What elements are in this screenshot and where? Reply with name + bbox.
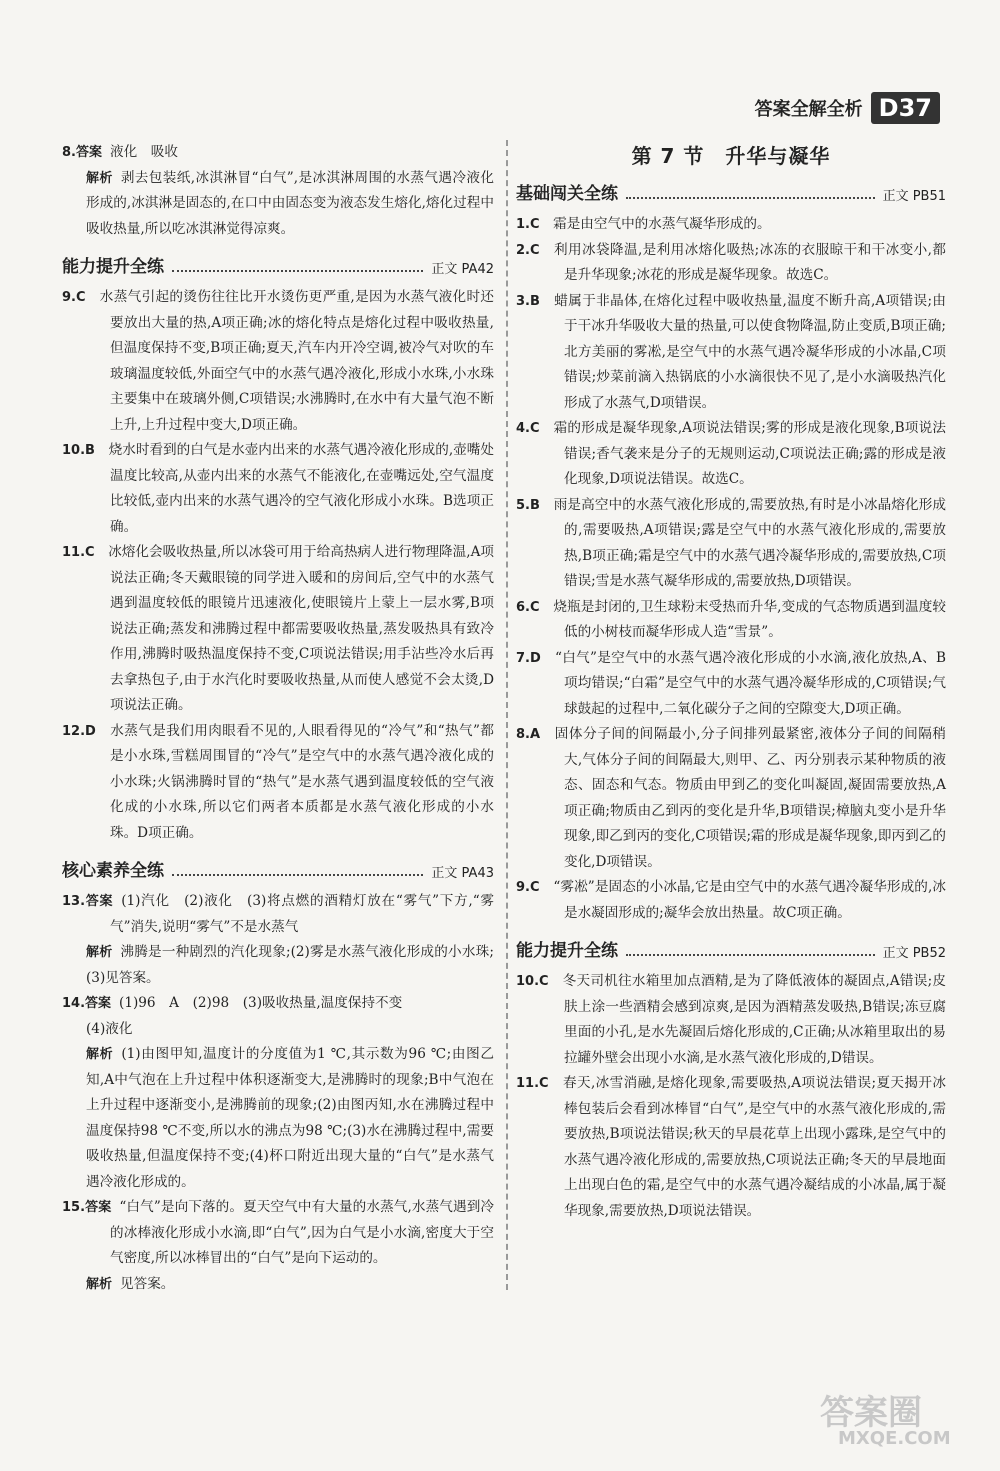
answer-item: 7.D “白气”是空气中的水蒸气遇冷液化形成的小水滴,液化放热,A、B项均错误;“白霜”是空气中的水蒸气遇冷凝华形成的,C项错误;气球鼓起的过程中,二氧化碳分子之间的空隙变大,D项正确。 [516, 649, 946, 717]
answer-item: 4.C 霜的形成是凝华现象,A项说法错误;雾的形成是液化现象,B项说法错误;香气袭来是分子的无规则运动,C项说法正确;露的形成是液化现象,D项说法错误。故选C。 [516, 420, 947, 487]
page-header [755, 92, 940, 124]
answer-item: 13.答案 (1)汽化 (2)液化 (3)将点燃的酒精灯放在“雾气”下方,“雾气”消失,说明“雾气”不是水蒸气 [62, 893, 495, 935]
left-column [62, 140, 494, 1297]
answer-item: 8.答案 液化 吸收 [62, 144, 178, 160]
analysis-item: 解析 剥去包装纸,冰淇淋冒“白气”,是冰淇淋周围的水蒸气遇冷液化形成的,冰淇淋是固态的,在口中由固态变为液态发生熔化,熔化过程中吸收热量,所以吃冰淇淋觉得凉爽。 [86, 169, 494, 237]
answer-item: 9.C “雾凇”是固态的小冰晶,它是由空气中的水蒸气遇冷凝华形成的,冰是水凝固形成的;凝华会放出热量。故C项正确。 [516, 879, 947, 921]
answer-item: 14.答案 (1)96 A (2)98 (3)吸收热量,温度保持不变 [62, 995, 403, 1011]
answer-item: 15.答案 “白气”是向下落的。夏天空气中有大量的水蒸气,水蒸气遇到冷的冰棒液化形成小水滴,即“白气”,因为白气是小水滴,密度大于空气密度,所以冰棒冒出的“白气”是向下运动的。 [62, 1199, 495, 1266]
section-header: 基础闯关全练 正文 PB51 [516, 184, 946, 204]
analysis-item: 解析 (1)由图甲知,温度计的分度值为1 ℃,其示数为96 ℃;由图乙知,A中气泡在上升过程中体积逐渐变大,是沸腾时的现象;B中气泡在上升过程中逐渐变小,是沸腾前的现象;(2)由图丙知,水在沸腾过程中温度保持98 ℃不变,所以水的沸点为98 ℃;(3)水在沸腾过程中,需要吸收热量,但温度保持不变;(4)杯口附近出现大量的“白气”是水蒸气遇冷液化形成的。 [86, 1046, 494, 1190]
section-header: 能力提升全练 正文 PA42 [62, 257, 494, 277]
header-label: 答案全解全析 [754, 99, 863, 120]
answer-item: 3.B 蜡属于非晶体,在熔化过程中吸收热量,温度不断升高,A项错误;由于干冰升华吸收大量的热量,可以使食物降温,防止变质,B项正确;北方美丽的雾凇,是空气中的水蒸气遇冷凝华形成的小冰晶,C项错误;炒菜前滴入热锅底的小水滴很快不见了,是小水滴吸热汽化形成了水蒸气,D项错误。 [516, 292, 947, 411]
answer-item: 6.C 烧瓶是封闭的,卫生球粉末受热而升华,变成的气态物质遇到温度较低的小树枝而凝华形成人造“雪景”。 [516, 598, 947, 640]
page-number-badge: D37 [871, 92, 940, 124]
analysis-item: 解析 见答案。 [86, 1275, 175, 1292]
answer-item: 11.C 春天,冰雪消融,是熔化现象,需要吸热,A项说法错误;夏天揭开冰棒包装后会看到冰棒冒“白气”,是空气中的水蒸气液化形成的,需要放热,B项说法错误;秋天的早晨花草上出现小露珠,是空气中的水蒸气遇冷液化形成的,需要放热,C项说法正确;冬天的早晨地面上出现白色的霜,是空气中的水蒸气遇冷凝结成的小冰晶,属于凝华现象,需要放热,D项说法错误。 [516, 1075, 946, 1219]
watermark-url: MXQE.COM [838, 1428, 951, 1449]
answer-item: 10.B 烧水时看到的白气是水壶内出来的水蒸气遇冷液化形成的,壶嘴处温度比较高,从壶内出来的水蒸气不能液化,在壶嘴远处,空气温度比较低,壶内出来的水蒸气遇冷的空气液化形成小水珠。B选项正确。 [62, 442, 495, 535]
chapter-title: 第 7 节 升华与凝华 [631, 144, 831, 168]
answer-item: 5.B 雨是高空中的水蒸气液化形成的,需要放热,有时是小冰晶熔化形成的,需要吸热,A项错误;露是空气中的水蒸气液化形成的,需要放热,B项正确;霜是空气中的水蒸气遇冷凝华形成的,需要放热,C项错误;雪是水蒸气凝华形成的,需要放热,D项错误。 [516, 496, 947, 589]
section-header: 核心素养全练 正文 PA43 [62, 861, 494, 881]
answer-item: 9.C 水蒸气引起的烫伤往往比开水烫伤更严重,是因为水蒸气液化时还要放出大量的热,A项正确;冰的熔化特点是熔化过程中吸收热量,但温度保持不变,B项正确;夏天,汽车内开冷空调,被冷气对吹的车玻璃温度较低,外面空气中的水蒸气遇冷液化,形成小水珠,小水珠主要集中在玻璃外侧,C项错误;水沸腾时,在水中有大量气泡不断上升,上升过程中变大,D项正确。 [62, 289, 495, 433]
answer-item: 8.A 固体分子间的间隔最小,分子间排列最紧密,液体分子间的间隔稍大,气体分子间的间隔最大,则甲、乙、丙分别表示某种物质的液态、固态和气态。物质由甲到乙的变化叫凝固,凝固需要放热,A项正确;物质由乙到丙的变化是升华,B项错误;樟脑丸变小是升华现象,即乙到丙的变化,C项错误;霜的形成是凝华现象,即丙到乙的变化,D项错误。 [516, 726, 947, 870]
answer-item: 11.C 冰熔化会吸收热量,所以冰袋可用于给高热病人进行物理降温,A项说法正确;冬天戴眼镜的同学进入暖和的房间后,空气中的水蒸气遇到温度较低的眼镜片迅速液化,使眼镜片上蒙上一层水雾,B项说法正确;蒸发和沸腾过程中都需要吸收热量,蒸发吸热具有致冷作用,沸腾时吸热温度保持不变,C项说法错误;用手沾些冷水后再去拿热包子,由于水汽化时要吸收热量,从而使人感觉不会太烫,D项说法正确。 [62, 544, 494, 713]
watermark-logo: 答案圈 [820, 1393, 922, 1433]
right-column [516, 140, 946, 1224]
answer-item: 2.C 利用冰袋降温,是利用冰熔化吸热;冰冻的衣服晾干和干冰变小,都是升华现象;冰花的形成是凝华现象。故选C。 [516, 241, 947, 283]
answer-item: 1.C 霜是由空气中的水蒸气凝华形成的。 [516, 216, 771, 232]
column-divider [506, 140, 508, 1290]
answer-continuation: (4)液化 [86, 1020, 133, 1037]
analysis-item: 解析 沸腾是一种剧烈的汽化现象;(2)雾是水蒸气液化形成的小水珠;(3)见答案。 [86, 944, 494, 986]
answer-item: 10.C 冬天司机往水箱里加点酒精,是为了降低液体的凝固点,A错误;皮肤上涂一些酒精会感到凉爽,是因为酒精蒸发吸热,B错误;冻豆腐里面的小孔,是水先凝固后熔化形成的,C正确;从冰箱里取出的易拉罐外壁会出现小水滴,是水蒸气液化形成的,D错误。 [516, 973, 947, 1066]
answer-item: 12.D 水蒸气是我们用肉眼看不见的,人眼看得见的“冷气”和“热气”都是小水珠,雪糕周围冒的“冷气”是空气中的水蒸气遇冷液化成的小水珠;火锅沸腾时冒的“热气”是水蒸气遇到温度较低的空气液化成的小水珠,所以它们两者本质都是水蒸气液化形成的小水珠。D项正确。 [62, 722, 495, 841]
section-header: 能力提升全练 正文 PB52 [516, 941, 946, 961]
